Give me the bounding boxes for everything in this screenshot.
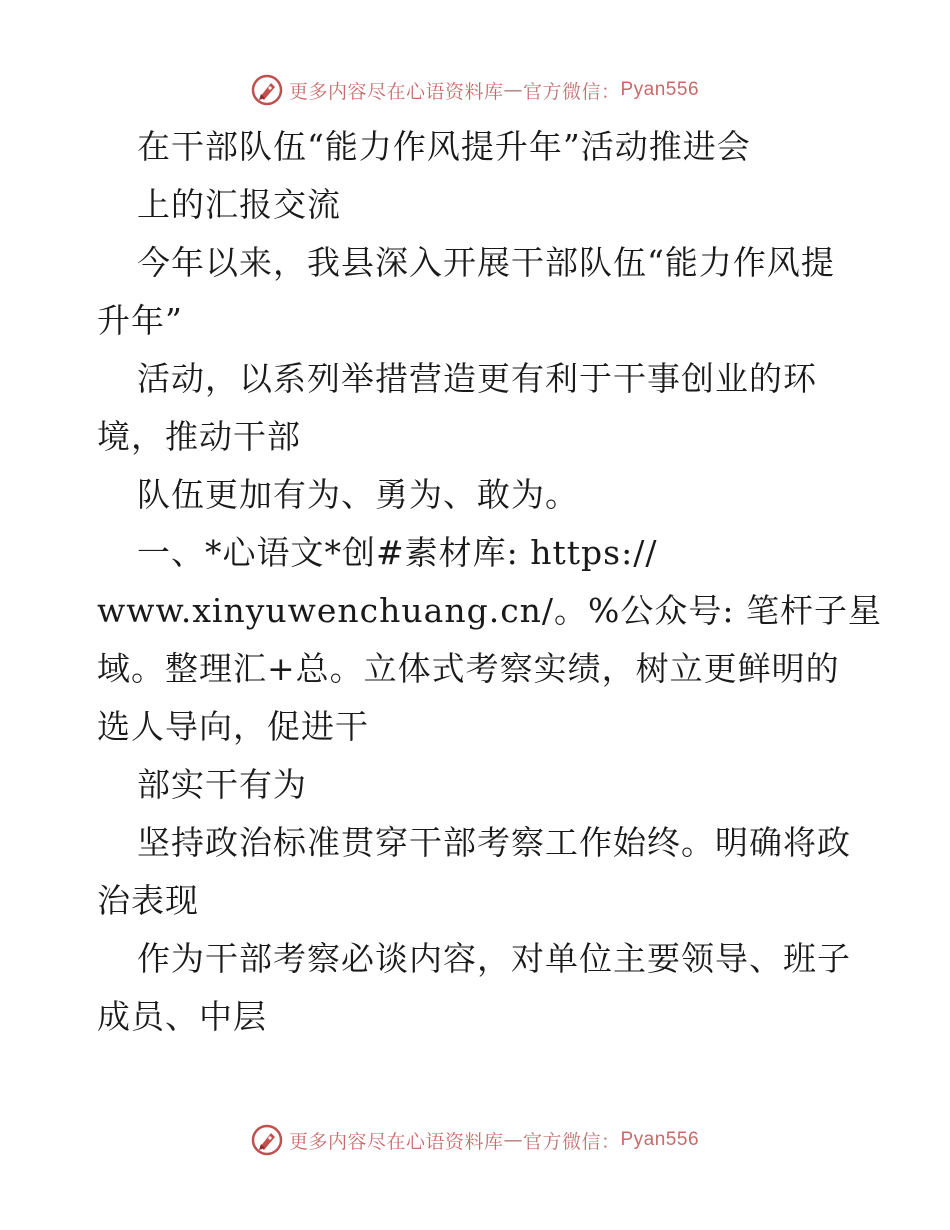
text-line: 一、*心语文*创#素材库: https://: [137, 533, 658, 572]
document-body: [97, 118, 897, 1046]
text-line: 坚持政治标准贯穿干部考察工作始终。明确将政: [137, 823, 851, 862]
watermark-contact-label: 官方微信：: [522, 80, 621, 103]
text-line: 选人导向，促进干: [97, 707, 369, 746]
text-line: 境，推动干部: [97, 417, 301, 456]
pen-nib-logo-icon: [251, 74, 283, 106]
text-line: 今年以来，我县深入开展干部队伍“能力作风提: [137, 243, 835, 282]
text-line: www.xinyuwenchuang.cn/。%公众号: 笔杆子星: [97, 591, 883, 630]
text-line: 作为干部考察必谈内容，对单位主要领导、班子: [137, 939, 851, 978]
watermark-contact-label: 官方微信：: [522, 1130, 621, 1153]
text-line: 活动，以系列举措营造更有利于干事创业的环: [137, 359, 817, 398]
text-line: 治表现: [97, 881, 199, 920]
watermark-wechat-id: Pyan556: [620, 79, 700, 100]
pen-nib-logo-icon: [251, 1124, 283, 1156]
text-line: 队伍更加有为、勇为、敢为。: [137, 475, 579, 514]
footer-watermark: [0, 1120, 950, 1160]
header-watermark: [0, 70, 950, 110]
text-line: 在干部队伍“能力作风提升年”活动推进会: [137, 127, 751, 166]
text-line: 上的汇报交流: [137, 185, 341, 224]
text-line: 域。整理汇+总。立体式考察实绩，树立更鲜明的: [97, 649, 840, 688]
text-line: 部实干有为: [137, 765, 307, 804]
watermark-wechat-id: Pyan556: [620, 1129, 700, 1150]
watermark-separator: —: [503, 1129, 523, 1151]
watermark-brand: 更多内容尽在心语资料库: [288, 80, 504, 103]
watermark-separator: —: [503, 79, 523, 101]
text-line: 成员、中层: [97, 997, 267, 1036]
watermark-brand: 更多内容尽在心语资料库: [288, 1130, 504, 1153]
text-line: 升年”: [97, 301, 183, 340]
